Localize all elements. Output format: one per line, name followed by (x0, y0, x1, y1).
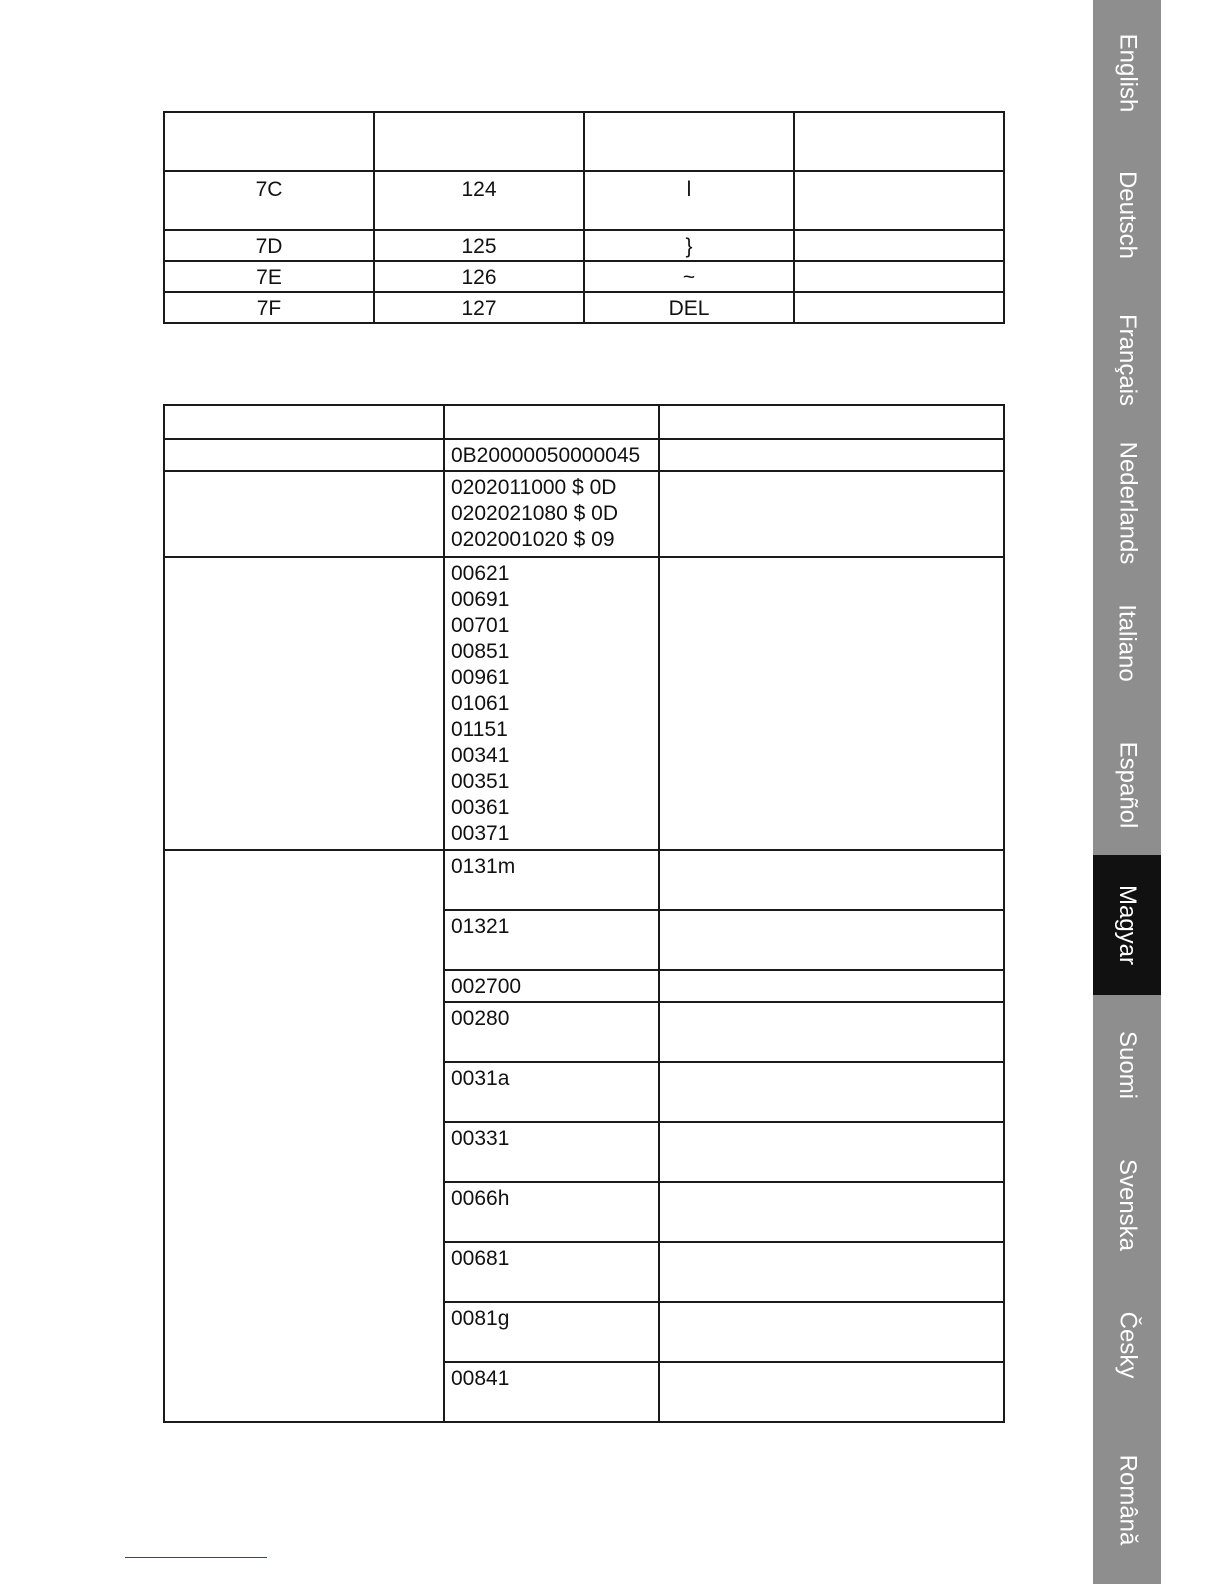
command-code: 00331 (451, 1127, 510, 1150)
command-code: 00851 (451, 640, 510, 663)
ascii-header-cell (794, 112, 1004, 171)
key-cell (794, 261, 1004, 292)
command-code-cell (444, 1002, 659, 1062)
description-cell (659, 1362, 1004, 1422)
table-row (164, 261, 1004, 292)
ascii-header-cell (374, 112, 584, 171)
table-row (164, 557, 1004, 850)
function-cell (164, 850, 444, 1422)
command-code: 01151 (451, 718, 508, 741)
key-cell (794, 230, 1004, 261)
language-tab-bar (1093, 0, 1161, 1584)
tab-label: Česky (1114, 1311, 1141, 1379)
char-cell: } (584, 230, 794, 261)
tab-romana[interactable] (1093, 1415, 1161, 1584)
ascii-header-cell (164, 112, 374, 171)
tab-svenska[interactable] (1093, 1135, 1161, 1275)
description-cell (659, 970, 1004, 1002)
tab-label: Magyar (1114, 884, 1141, 966)
tab-nederlands[interactable] (1093, 435, 1161, 570)
dec-cell: 125 (374, 230, 584, 261)
command-code: 01321 (451, 915, 510, 938)
tab-italiano[interactable] (1093, 570, 1161, 715)
command-code: 0202021080 $ 0D (451, 502, 618, 525)
key-cell (794, 292, 1004, 323)
dec-cell: 127 (374, 292, 584, 323)
tab-espanol[interactable] (1093, 715, 1161, 855)
command-header-cell (444, 405, 659, 439)
command-code-cell (444, 1242, 659, 1302)
command-code: 00681 (451, 1247, 510, 1270)
command-code-cell (444, 970, 659, 1002)
command-code: 01061 (451, 692, 510, 715)
tab-magyar[interactable] (1093, 855, 1161, 995)
key-cell (794, 171, 1004, 230)
table-row (164, 171, 1004, 230)
command-code: 0B20000050000045 (451, 444, 641, 467)
command-code: 0031a (451, 1067, 510, 1090)
command-code-cell (444, 439, 659, 471)
command-code: 00361 (451, 796, 510, 819)
tab-label: Nederlands (1114, 441, 1141, 564)
description-cell (659, 439, 1004, 471)
hex-cell: 7C (164, 171, 374, 230)
command-code-cell (444, 850, 659, 910)
ascii-header-row (164, 112, 1004, 171)
description-cell (659, 1182, 1004, 1242)
table-row (164, 439, 1004, 471)
char-cell: DEL (584, 292, 794, 323)
dec-cell: 126 (374, 261, 584, 292)
tab-label: Suomi (1114, 1030, 1141, 1100)
command-code: 00841 (451, 1367, 510, 1390)
tab-deutsch[interactable] (1093, 145, 1161, 285)
footnote-divider (125, 1557, 267, 1558)
function-cell (164, 471, 444, 557)
command-code: 00280 (451, 1007, 510, 1030)
tab-label: Español (1114, 741, 1142, 829)
command-header-row (164, 405, 1004, 439)
function-cell (164, 557, 444, 850)
char-cell: ~ (584, 261, 794, 292)
table-row (164, 850, 1004, 910)
description-cell (659, 1062, 1004, 1122)
command-header-cell (659, 405, 1004, 439)
ascii-table (163, 111, 1005, 324)
description-cell (659, 850, 1004, 910)
command-table (163, 404, 1005, 1423)
tab-cesky[interactable] (1093, 1275, 1161, 1415)
command-code-cell (444, 910, 659, 970)
command-code-cell (444, 1062, 659, 1122)
command-code: 00621 (451, 562, 510, 585)
table-row (164, 292, 1004, 323)
command-code: 0081g (451, 1307, 510, 1330)
table-row (164, 471, 1004, 557)
command-code: 00701 (451, 614, 510, 637)
command-code: 0131m (451, 855, 516, 878)
hex-cell: 7E (164, 261, 374, 292)
description-cell (659, 910, 1004, 970)
dec-cell: 124 (374, 171, 584, 230)
tab-label: Italiano (1114, 603, 1142, 682)
command-code: 0202001020 $ 09 (451, 528, 615, 551)
description-cell (659, 557, 1004, 850)
ascii-header-cell (584, 112, 794, 171)
command-code-cell (444, 1302, 659, 1362)
command-code: 0202011000 $ 0D (451, 476, 617, 499)
description-cell (659, 1242, 1004, 1302)
command-header-cell (164, 405, 444, 439)
tab-label: English (1114, 33, 1141, 112)
command-code-cell (444, 557, 659, 850)
tab-label: Deutsch (1114, 170, 1142, 260)
command-code-cell (444, 1182, 659, 1242)
description-cell (659, 1122, 1004, 1182)
description-cell (659, 471, 1004, 557)
tab-label: Svenska (1114, 1158, 1141, 1252)
command-code: 00961 (451, 666, 510, 689)
tab-label: Français (1114, 313, 1141, 407)
function-cell (164, 439, 444, 471)
command-code: 00691 (451, 588, 510, 611)
command-code: 002700 (451, 975, 522, 998)
command-code: 00371 (451, 822, 510, 845)
command-code-cell (444, 1122, 659, 1182)
hex-cell: 7D (164, 230, 374, 261)
description-cell (659, 1302, 1004, 1362)
char-cell: l (584, 171, 794, 230)
hex-cell: 7F (164, 292, 374, 323)
command-code: 0066h (451, 1187, 510, 1210)
command-code: 00341 (451, 744, 510, 767)
table-row (164, 230, 1004, 261)
command-code-cell (444, 1362, 659, 1422)
command-code: 00351 (451, 770, 510, 793)
command-code-cell (444, 471, 659, 557)
tab-francais[interactable] (1093, 285, 1161, 435)
description-cell (659, 1002, 1004, 1062)
tab-english[interactable] (1093, 0, 1161, 145)
tab-label: Română (1114, 1454, 1141, 1545)
tab-suomi[interactable] (1093, 995, 1161, 1135)
